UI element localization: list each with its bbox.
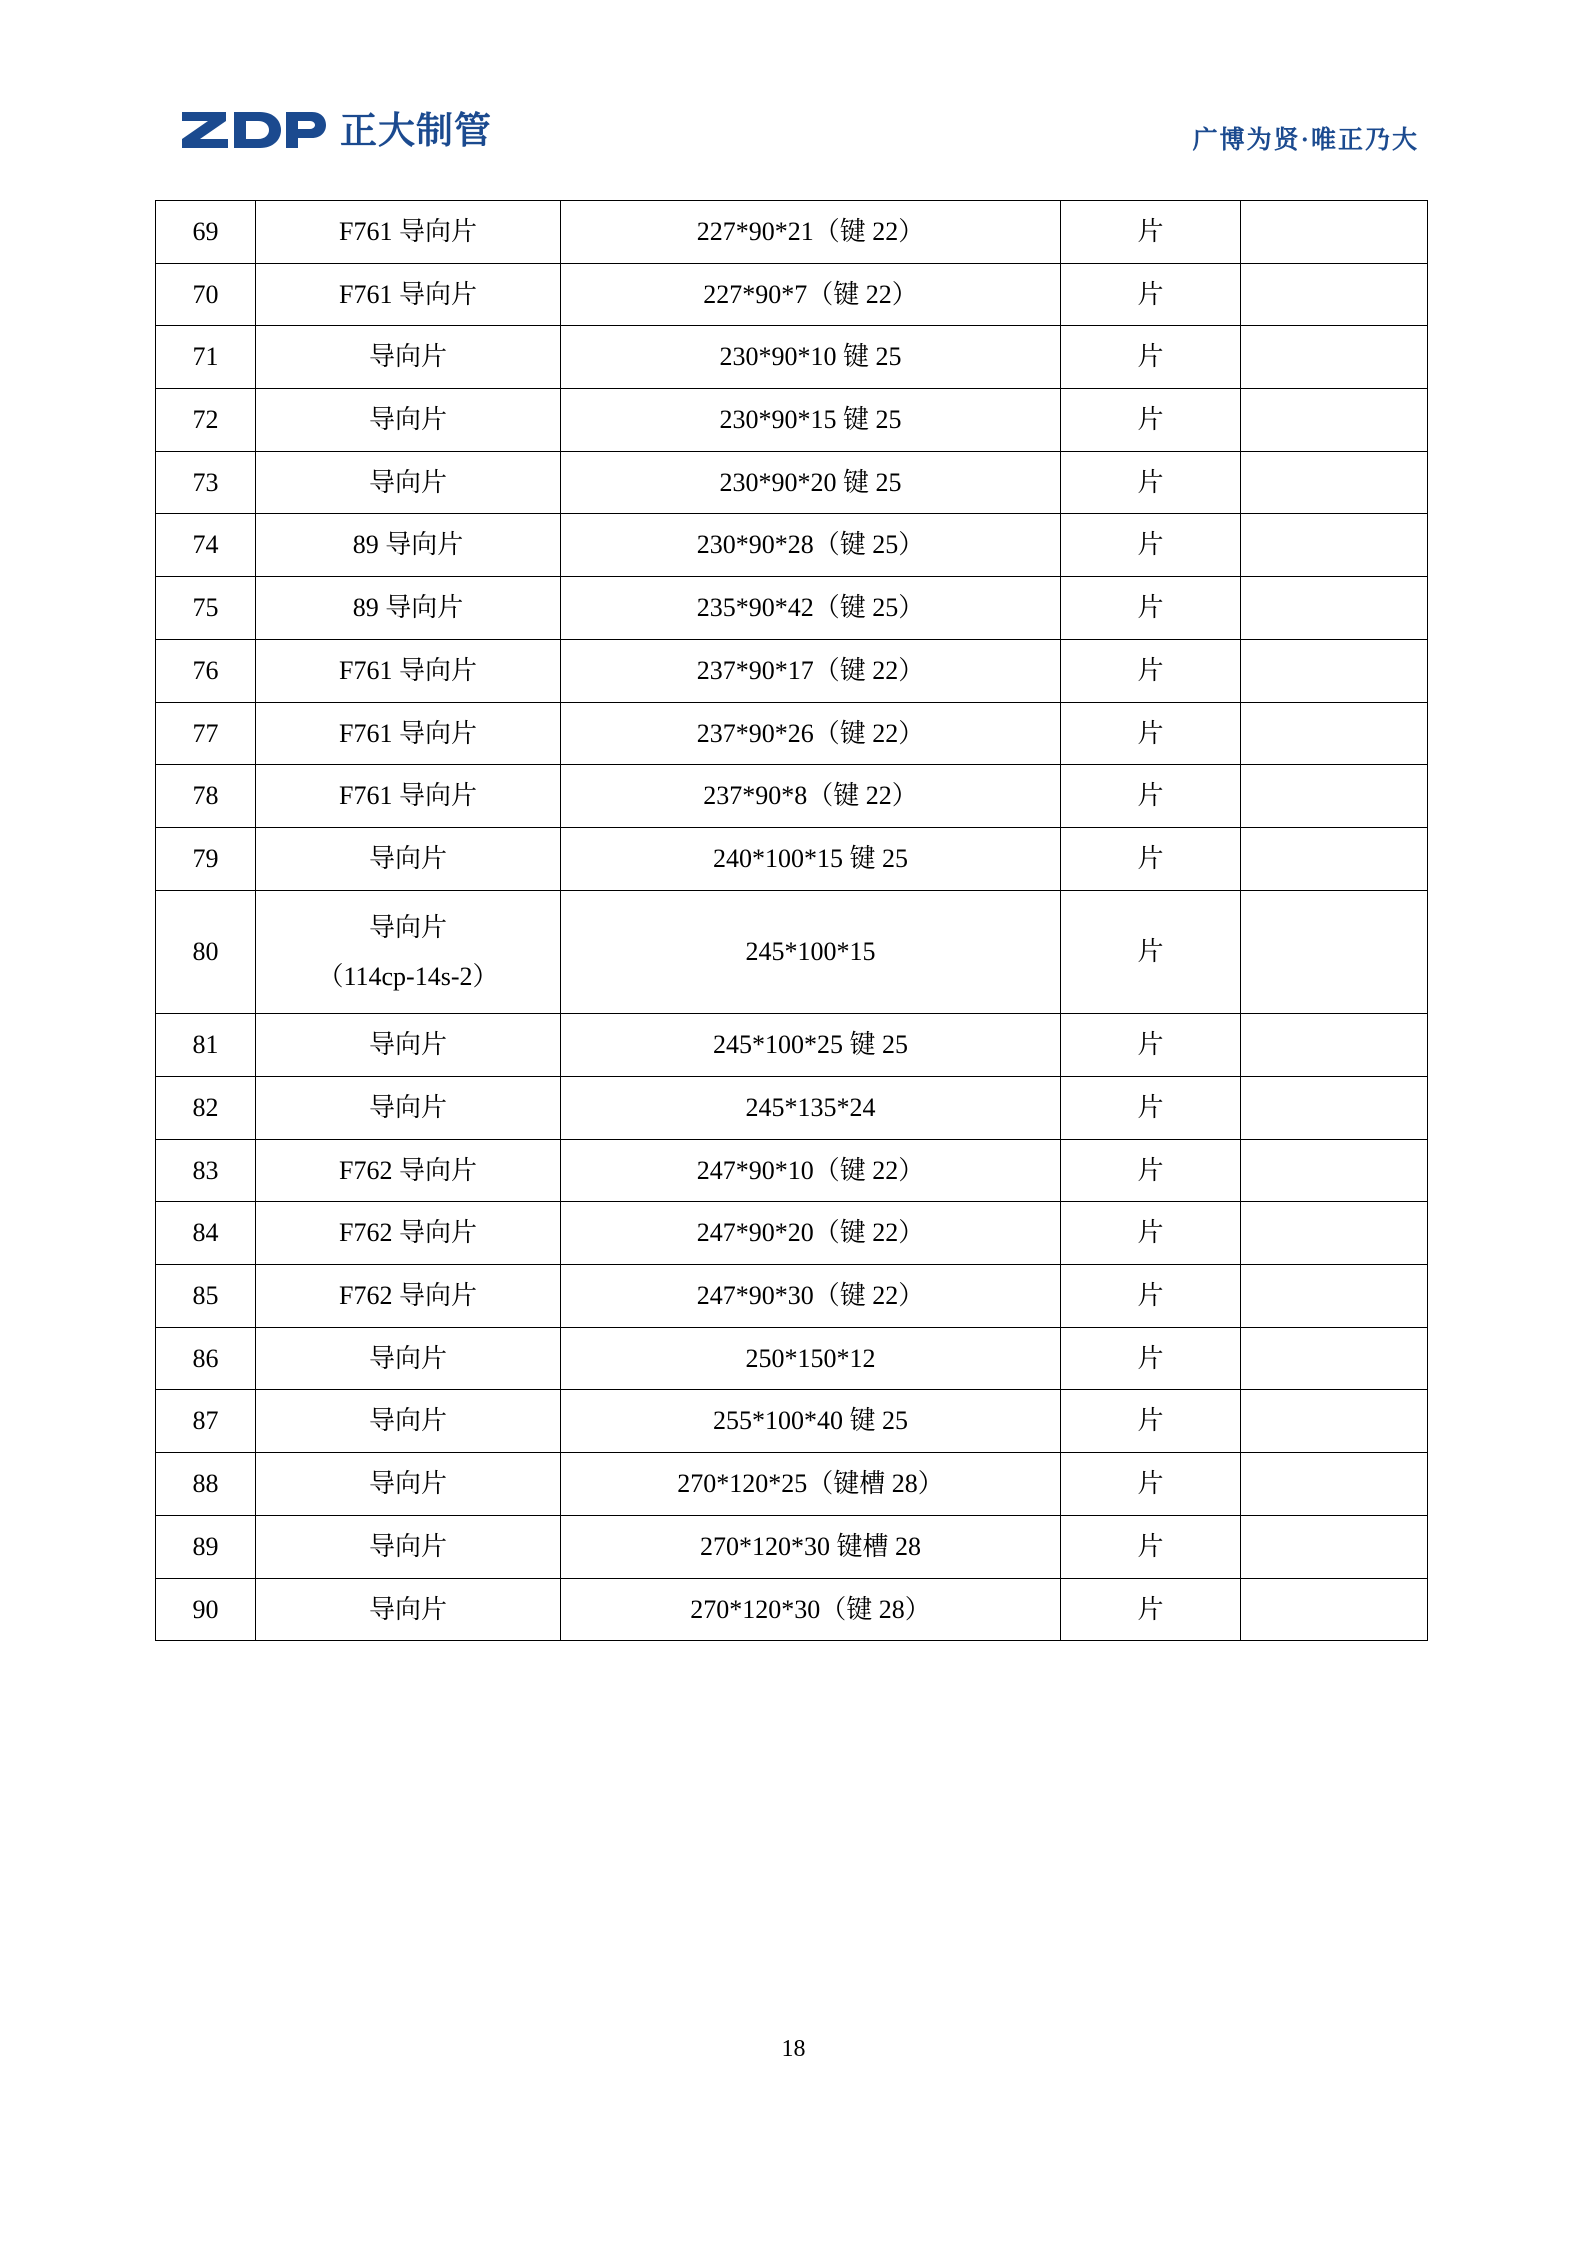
cell-unit: 片 <box>1061 201 1241 264</box>
cell-unit: 片 <box>1061 451 1241 514</box>
parts-table <box>155 200 1428 1641</box>
cell-name: 导向片 <box>256 451 561 514</box>
cell-spec: 247*90*10（键 22） <box>561 1139 1061 1202</box>
cell-spec: 270*120*30 键槽 28 <box>561 1515 1061 1578</box>
cell-note <box>1241 1515 1428 1578</box>
table-row <box>156 389 1428 452</box>
cell-name: F761 导向片 <box>256 201 561 264</box>
cell-note <box>1241 890 1428 1014</box>
cell-name: F761 导向片 <box>256 263 561 326</box>
cell-index: 90 <box>156 1578 256 1641</box>
cell-unit: 片 <box>1061 1578 1241 1641</box>
cell-index: 77 <box>156 702 256 765</box>
cell-index: 78 <box>156 765 256 828</box>
cell-name: 导向片 <box>256 1453 561 1516</box>
cell-spec: 247*90*30（键 22） <box>561 1265 1061 1328</box>
cell-index: 87 <box>156 1390 256 1453</box>
cell-index: 72 <box>156 389 256 452</box>
table-row <box>156 1014 1428 1077</box>
company-logo <box>178 108 492 152</box>
cell-spec: 255*100*40 键 25 <box>561 1390 1061 1453</box>
cell-unit: 片 <box>1061 1390 1241 1453</box>
cell-spec: 230*90*28（键 25） <box>561 514 1061 577</box>
cell-spec: 245*135*24 <box>561 1077 1061 1140</box>
cell-note <box>1241 1578 1428 1641</box>
cell-note <box>1241 326 1428 389</box>
cell-unit: 片 <box>1061 827 1241 890</box>
cell-name: 导向片 <box>256 827 561 890</box>
cell-name: 导向片 <box>256 1327 561 1390</box>
table-row <box>156 639 1428 702</box>
cell-index: 89 <box>156 1515 256 1578</box>
cell-index: 88 <box>156 1453 256 1516</box>
cell-unit: 片 <box>1061 1202 1241 1265</box>
cell-unit: 片 <box>1061 1077 1241 1140</box>
table-row <box>156 1578 1428 1641</box>
table-row <box>156 765 1428 828</box>
cell-note <box>1241 451 1428 514</box>
cell-name: 导向片 （114cp-14s-2） <box>256 890 561 1014</box>
table-row <box>156 1265 1428 1328</box>
cell-note <box>1241 577 1428 640</box>
cell-note <box>1241 639 1428 702</box>
table-row <box>156 702 1428 765</box>
cell-spec: 250*150*12 <box>561 1327 1061 1390</box>
cell-note <box>1241 1453 1428 1516</box>
cell-note <box>1241 1390 1428 1453</box>
cell-unit: 片 <box>1061 1453 1241 1516</box>
cell-index: 86 <box>156 1327 256 1390</box>
table-row <box>156 1390 1428 1453</box>
cell-index: 79 <box>156 827 256 890</box>
cell-index: 81 <box>156 1014 256 1077</box>
cell-spec: 270*120*30（键 28） <box>561 1578 1061 1641</box>
cell-spec: 230*90*10 键 25 <box>561 326 1061 389</box>
cell-spec: 247*90*20（键 22） <box>561 1202 1061 1265</box>
cell-spec: 235*90*42（键 25） <box>561 577 1061 640</box>
cell-unit: 片 <box>1061 389 1241 452</box>
cell-unit: 片 <box>1061 1265 1241 1328</box>
cell-name: 导向片 <box>256 326 561 389</box>
cell-index: 73 <box>156 451 256 514</box>
company-name-cn: 正大制管 <box>340 109 492 151</box>
cell-name: 导向片 <box>256 1390 561 1453</box>
cell-name: 导向片 <box>256 1515 561 1578</box>
cell-unit: 片 <box>1061 702 1241 765</box>
table-row <box>156 263 1428 326</box>
cell-index: 70 <box>156 263 256 326</box>
cell-unit: 片 <box>1061 1327 1241 1390</box>
cell-spec: 237*90*8（键 22） <box>561 765 1061 828</box>
table-row <box>156 201 1428 264</box>
cell-spec: 237*90*17（键 22） <box>561 639 1061 702</box>
cell-index: 75 <box>156 577 256 640</box>
cell-note <box>1241 1014 1428 1077</box>
cell-note <box>1241 702 1428 765</box>
cell-spec: 245*100*15 <box>561 890 1061 1014</box>
cell-unit: 片 <box>1061 514 1241 577</box>
cell-unit: 片 <box>1061 1014 1241 1077</box>
cell-name: F762 导向片 <box>256 1139 561 1202</box>
table-row <box>156 577 1428 640</box>
zdp-logo-icon <box>178 108 328 152</box>
cell-index: 85 <box>156 1265 256 1328</box>
cell-spec: 245*100*25 键 25 <box>561 1014 1061 1077</box>
company-slogan: 广博为贤·唯正乃大 <box>1192 127 1419 154</box>
cell-name: 导向片 <box>256 389 561 452</box>
cell-name: 导向片 <box>256 1077 561 1140</box>
table-row <box>156 1077 1428 1140</box>
table-row <box>156 326 1428 389</box>
table-row <box>156 1327 1428 1390</box>
cell-note <box>1241 1265 1428 1328</box>
cell-name: 89 导向片 <box>256 514 561 577</box>
cell-name: F762 导向片 <box>256 1265 561 1328</box>
cell-unit: 片 <box>1061 1515 1241 1578</box>
table-row <box>156 1139 1428 1202</box>
table-row <box>156 514 1428 577</box>
cell-index: 83 <box>156 1139 256 1202</box>
cell-index: 74 <box>156 514 256 577</box>
cell-note <box>1241 1077 1428 1140</box>
page-number: 18 <box>781 2036 806 2062</box>
cell-name: F762 导向片 <box>256 1202 561 1265</box>
cell-unit: 片 <box>1061 326 1241 389</box>
cell-name: 导向片 <box>256 1014 561 1077</box>
cell-spec: 240*100*15 键 25 <box>561 827 1061 890</box>
cell-index: 84 <box>156 1202 256 1265</box>
table-row <box>156 1202 1428 1265</box>
cell-note <box>1241 827 1428 890</box>
cell-spec: 227*90*21（键 22） <box>561 201 1061 264</box>
cell-index: 69 <box>156 201 256 264</box>
cell-note <box>1241 1327 1428 1390</box>
cell-spec: 230*90*20 键 25 <box>561 451 1061 514</box>
cell-spec: 270*120*25（键槽 28） <box>561 1453 1061 1516</box>
cell-note <box>1241 514 1428 577</box>
table-row <box>156 827 1428 890</box>
cell-name: 89 导向片 <box>256 577 561 640</box>
cell-unit: 片 <box>1061 263 1241 326</box>
cell-index: 71 <box>156 326 256 389</box>
cell-note <box>1241 201 1428 264</box>
cell-unit: 片 <box>1061 639 1241 702</box>
cell-note <box>1241 389 1428 452</box>
cell-name: F761 导向片 <box>256 765 561 828</box>
cell-index: 76 <box>156 639 256 702</box>
cell-unit: 片 <box>1061 890 1241 1014</box>
cell-spec: 230*90*15 键 25 <box>561 389 1061 452</box>
cell-unit: 片 <box>1061 765 1241 828</box>
cell-note <box>1241 1202 1428 1265</box>
cell-name: 导向片 <box>256 1578 561 1641</box>
cell-spec: 237*90*26（键 22） <box>561 702 1061 765</box>
cell-spec: 227*90*7（键 22） <box>561 263 1061 326</box>
cell-index: 80 <box>156 890 256 1014</box>
cell-unit: 片 <box>1061 577 1241 640</box>
cell-unit: 片 <box>1061 1139 1241 1202</box>
table-row <box>156 1453 1428 1516</box>
cell-name: F761 导向片 <box>256 639 561 702</box>
cell-index: 82 <box>156 1077 256 1140</box>
page-header <box>0 108 1587 178</box>
table-row <box>156 451 1428 514</box>
cell-name: F761 导向片 <box>256 702 561 765</box>
table-row <box>156 1515 1428 1578</box>
parts-table-container <box>155 200 1427 1641</box>
cell-note <box>1241 765 1428 828</box>
cell-note <box>1241 263 1428 326</box>
table-row <box>156 890 1428 1014</box>
cell-note <box>1241 1139 1428 1202</box>
